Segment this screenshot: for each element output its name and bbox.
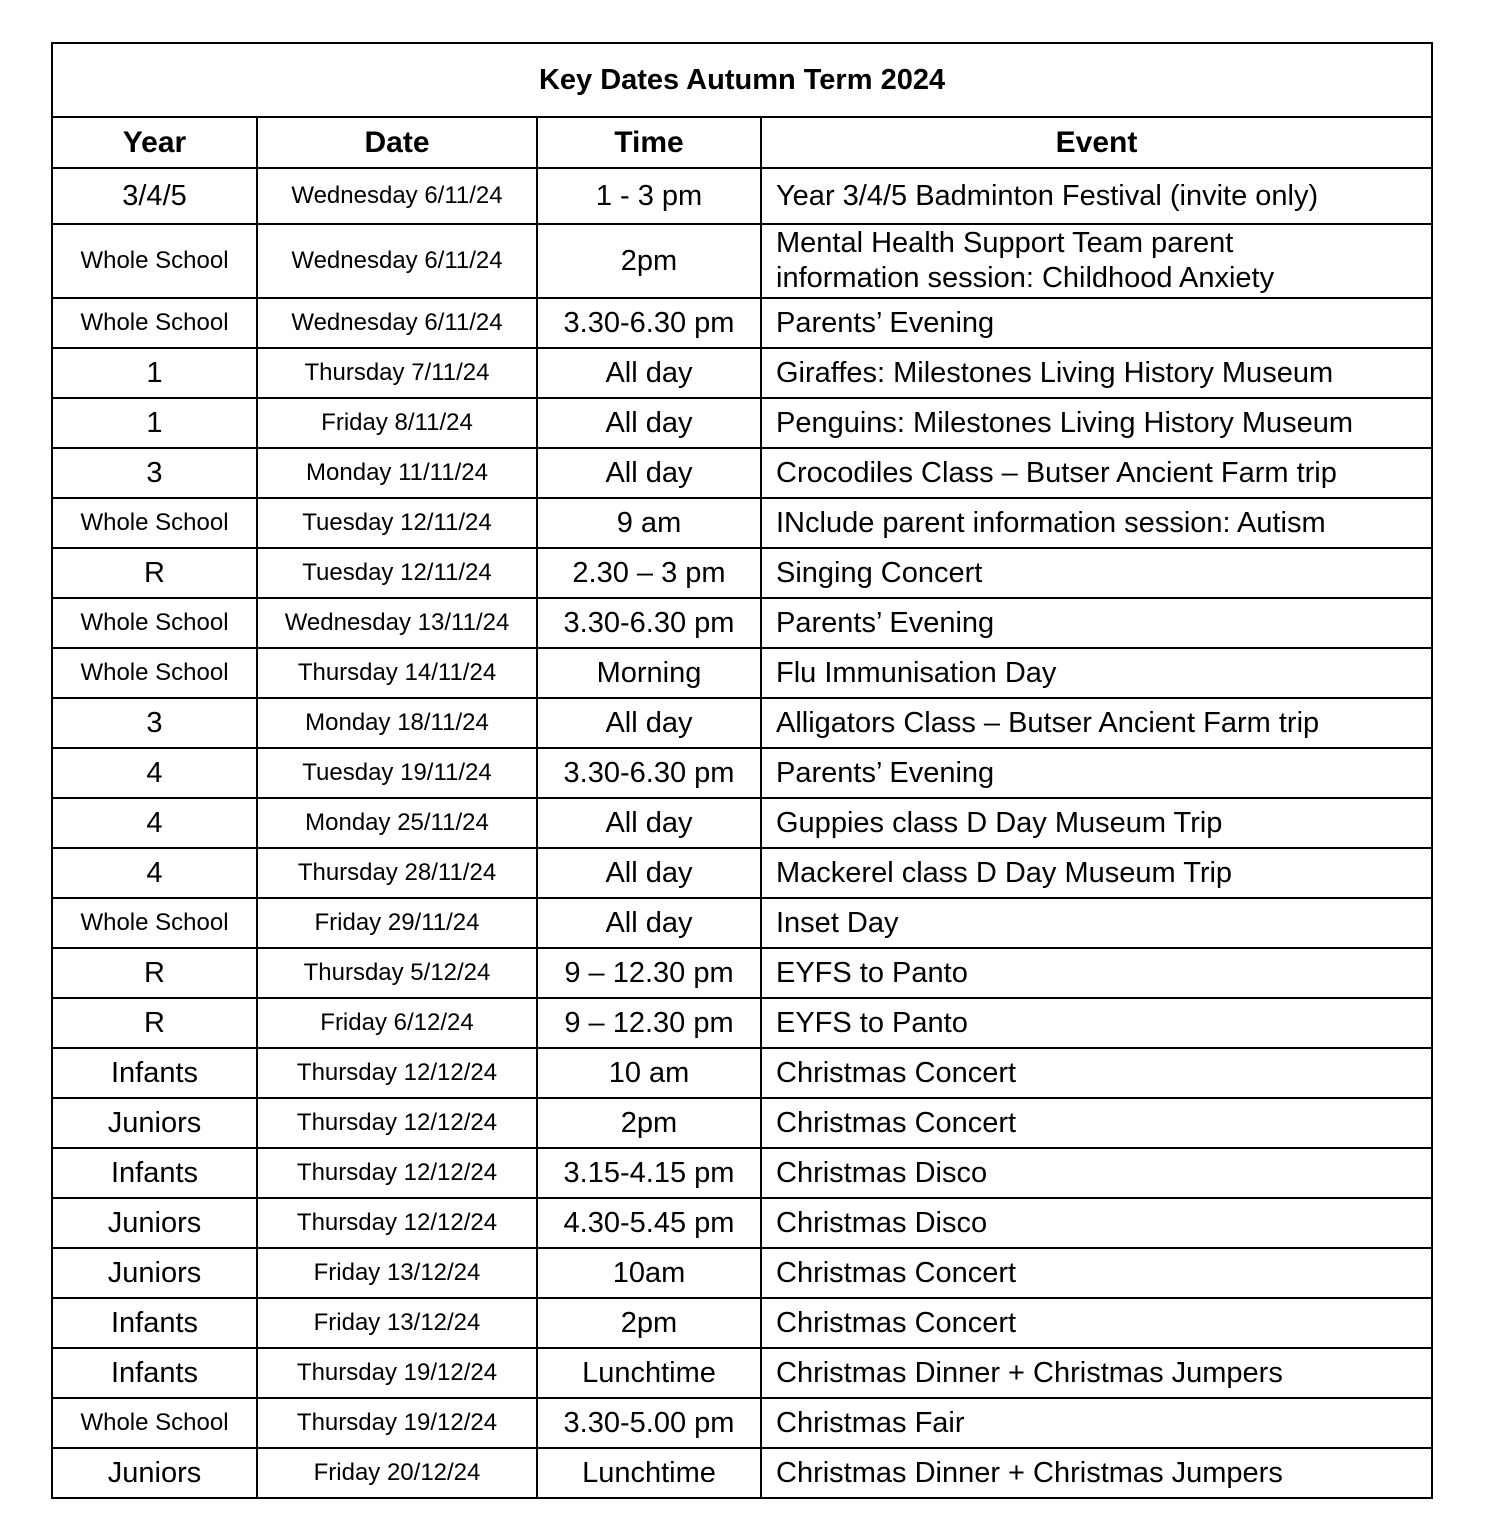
- cell-year: 1: [52, 398, 257, 448]
- cell-year: 3: [52, 698, 257, 748]
- cell-date: Friday 29/11/24: [257, 898, 537, 948]
- cell-date: Thursday 12/12/24: [257, 1198, 537, 1248]
- cell-year: 3: [52, 448, 257, 498]
- cell-year: Whole School: [52, 298, 257, 348]
- cell-event: EYFS to Panto: [761, 948, 1432, 998]
- cell-year: 4: [52, 748, 257, 798]
- cell-event: Guppies class D Day Museum Trip: [761, 798, 1432, 848]
- table-row: [52, 748, 1432, 798]
- cell-date: Wednesday 13/11/24: [257, 598, 537, 648]
- cell-year: 4: [52, 848, 257, 898]
- cell-year: R: [52, 948, 257, 998]
- cell-time: 10 am: [537, 1048, 761, 1098]
- table-title: Key Dates Autumn Term 2024: [52, 43, 1432, 117]
- cell-event: Christmas Concert: [761, 1248, 1432, 1298]
- table-row: [52, 798, 1432, 848]
- cell-event: Parents’ Evening: [761, 298, 1432, 348]
- table-row: [52, 1348, 1432, 1398]
- cell-time: Lunchtime: [537, 1448, 761, 1498]
- cell-time: All day: [537, 898, 761, 948]
- cell-event: EYFS to Panto: [761, 998, 1432, 1048]
- cell-time: 4.30-5.45 pm: [537, 1198, 761, 1248]
- table-row: [52, 298, 1432, 348]
- table-body: [52, 168, 1432, 1498]
- cell-time: All day: [537, 448, 761, 498]
- cell-event: Christmas Concert: [761, 1098, 1432, 1148]
- header-row: [52, 117, 1432, 168]
- cell-date: Tuesday 12/11/24: [257, 498, 537, 548]
- table-row: [52, 948, 1432, 998]
- cell-year: Infants: [52, 1298, 257, 1348]
- cell-year: Juniors: [52, 1448, 257, 1498]
- cell-time: 1 - 3 pm: [537, 168, 761, 224]
- cell-event: Alligators Class – Butser Ancient Farm trip: [761, 698, 1432, 748]
- header-date: Date: [257, 117, 537, 168]
- table-row: [52, 898, 1432, 948]
- cell-event: Crocodiles Class – Butser Ancient Farm trip: [761, 448, 1432, 498]
- table-row: [52, 448, 1432, 498]
- cell-event: Christmas Dinner + Christmas Jumpers: [761, 1448, 1432, 1498]
- table-row: [52, 1298, 1432, 1348]
- cell-date: Friday 6/12/24: [257, 998, 537, 1048]
- title-row: [52, 43, 1432, 117]
- cell-year: 1: [52, 348, 257, 398]
- table-row: [52, 998, 1432, 1048]
- table-row: [52, 498, 1432, 548]
- cell-event: Christmas Disco: [761, 1148, 1432, 1198]
- cell-year: Juniors: [52, 1248, 257, 1298]
- cell-year: 4: [52, 798, 257, 848]
- header-year: Year: [52, 117, 257, 168]
- cell-event: Inset Day: [761, 898, 1432, 948]
- cell-event: Singing Concert: [761, 548, 1432, 598]
- cell-time: 3.15-4.15 pm: [537, 1148, 761, 1198]
- cell-time: 2pm: [537, 1098, 761, 1148]
- header-time: Time: [537, 117, 761, 168]
- cell-date: Friday 20/12/24: [257, 1448, 537, 1498]
- cell-date: Tuesday 19/11/24: [257, 748, 537, 798]
- table-row: [52, 348, 1432, 398]
- cell-event: Christmas Disco: [761, 1198, 1432, 1248]
- cell-time: All day: [537, 848, 761, 898]
- cell-date: Monday 25/11/24: [257, 798, 537, 848]
- cell-time: 9 am: [537, 498, 761, 548]
- cell-date: Friday 8/11/24: [257, 398, 537, 448]
- cell-time: 3.30-6.30 pm: [537, 298, 761, 348]
- table-row: [52, 1448, 1432, 1498]
- cell-time: 10am: [537, 1248, 761, 1298]
- cell-event: Parents’ Evening: [761, 598, 1432, 648]
- cell-event: Mackerel class D Day Museum Trip: [761, 848, 1432, 898]
- cell-event: Parents’ Evening: [761, 748, 1432, 798]
- cell-time: 3.30-6.30 pm: [537, 748, 761, 798]
- cell-date: Thursday 19/12/24: [257, 1398, 537, 1448]
- cell-time: 9 – 12.30 pm: [537, 948, 761, 998]
- cell-date: Friday 13/12/24: [257, 1298, 537, 1348]
- cell-date: Monday 18/11/24: [257, 698, 537, 748]
- table-row: [52, 224, 1432, 298]
- cell-year: Whole School: [52, 224, 257, 298]
- cell-year: Whole School: [52, 598, 257, 648]
- table-row: [52, 598, 1432, 648]
- cell-time: 2.30 – 3 pm: [537, 548, 761, 598]
- cell-date: Wednesday 6/11/24: [257, 298, 537, 348]
- cell-event: Year 3/4/5 Badminton Festival (invite only): [761, 168, 1432, 224]
- cell-event: Christmas Dinner + Christmas Jumpers: [761, 1348, 1432, 1398]
- cell-time: All day: [537, 348, 761, 398]
- cell-year: Whole School: [52, 498, 257, 548]
- table-row: [52, 1198, 1432, 1248]
- key-dates-table: [51, 42, 1433, 1499]
- cell-date: Thursday 28/11/24: [257, 848, 537, 898]
- cell-date: Friday 13/12/24: [257, 1248, 537, 1298]
- cell-date: Monday 11/11/24: [257, 448, 537, 498]
- cell-year: Whole School: [52, 648, 257, 698]
- table-row: [52, 1148, 1432, 1198]
- cell-date: Tuesday 12/11/24: [257, 548, 537, 598]
- table-row: [52, 168, 1432, 224]
- cell-date: Thursday 14/11/24: [257, 648, 537, 698]
- cell-time: 3.30-6.30 pm: [537, 598, 761, 648]
- cell-event: Giraffes: Milestones Living History Museum: [761, 348, 1432, 398]
- cell-time: All day: [537, 698, 761, 748]
- cell-year: Whole School: [52, 898, 257, 948]
- table-row: [52, 698, 1432, 748]
- cell-time: 2pm: [537, 1298, 761, 1348]
- cell-year: Infants: [52, 1048, 257, 1098]
- cell-year: Whole School: [52, 1398, 257, 1448]
- table-row: [52, 1398, 1432, 1448]
- header-event: Event: [761, 117, 1432, 168]
- cell-time: All day: [537, 798, 761, 848]
- cell-date: Wednesday 6/11/24: [257, 168, 537, 224]
- key-dates-document: [51, 42, 1431, 1499]
- table-row: [52, 1248, 1432, 1298]
- table-row: [52, 548, 1432, 598]
- cell-event-line: information session: Childhood Anxiety: [776, 262, 1275, 294]
- cell-event: Christmas Concert: [761, 1048, 1432, 1098]
- cell-date: Thursday 5/12/24: [257, 948, 537, 998]
- cell-year: Infants: [52, 1348, 257, 1398]
- cell-time: 2pm: [537, 224, 761, 298]
- cell-time: 9 – 12.30 pm: [537, 998, 761, 1048]
- cell-time: 3.30-5.00 pm: [537, 1398, 761, 1448]
- cell-date: Thursday 12/12/24: [257, 1148, 537, 1198]
- cell-date: Thursday 12/12/24: [257, 1098, 537, 1148]
- cell-year: Juniors: [52, 1098, 257, 1148]
- cell-event: Flu Immunisation Day: [761, 648, 1432, 698]
- cell-date: Thursday 7/11/24: [257, 348, 537, 398]
- cell-year: 3/4/5: [52, 168, 257, 224]
- table-row: [52, 648, 1432, 698]
- cell-date: Thursday 12/12/24: [257, 1048, 537, 1098]
- cell-year: Juniors: [52, 1198, 257, 1248]
- cell-year: R: [52, 998, 257, 1048]
- cell-time: Lunchtime: [537, 1348, 761, 1398]
- cell-event: Christmas Fair: [761, 1398, 1432, 1448]
- cell-event: [761, 224, 1432, 298]
- cell-year: Infants: [52, 1148, 257, 1198]
- cell-time: Morning: [537, 648, 761, 698]
- cell-event: Christmas Concert: [761, 1298, 1432, 1348]
- cell-event: Penguins: Milestones Living History Museum: [761, 398, 1432, 448]
- cell-date: Wednesday 6/11/24: [257, 224, 537, 298]
- cell-event-line: Mental Health Support Team parent: [776, 227, 1234, 259]
- cell-event: INclude parent information session: Autism: [761, 498, 1432, 548]
- table-row: [52, 1098, 1432, 1148]
- table-row: [52, 1048, 1432, 1098]
- table-row: [52, 848, 1432, 898]
- cell-date: Thursday 19/12/24: [257, 1348, 537, 1398]
- cell-time: All day: [537, 398, 761, 448]
- cell-year: R: [52, 548, 257, 598]
- table-row: [52, 398, 1432, 448]
